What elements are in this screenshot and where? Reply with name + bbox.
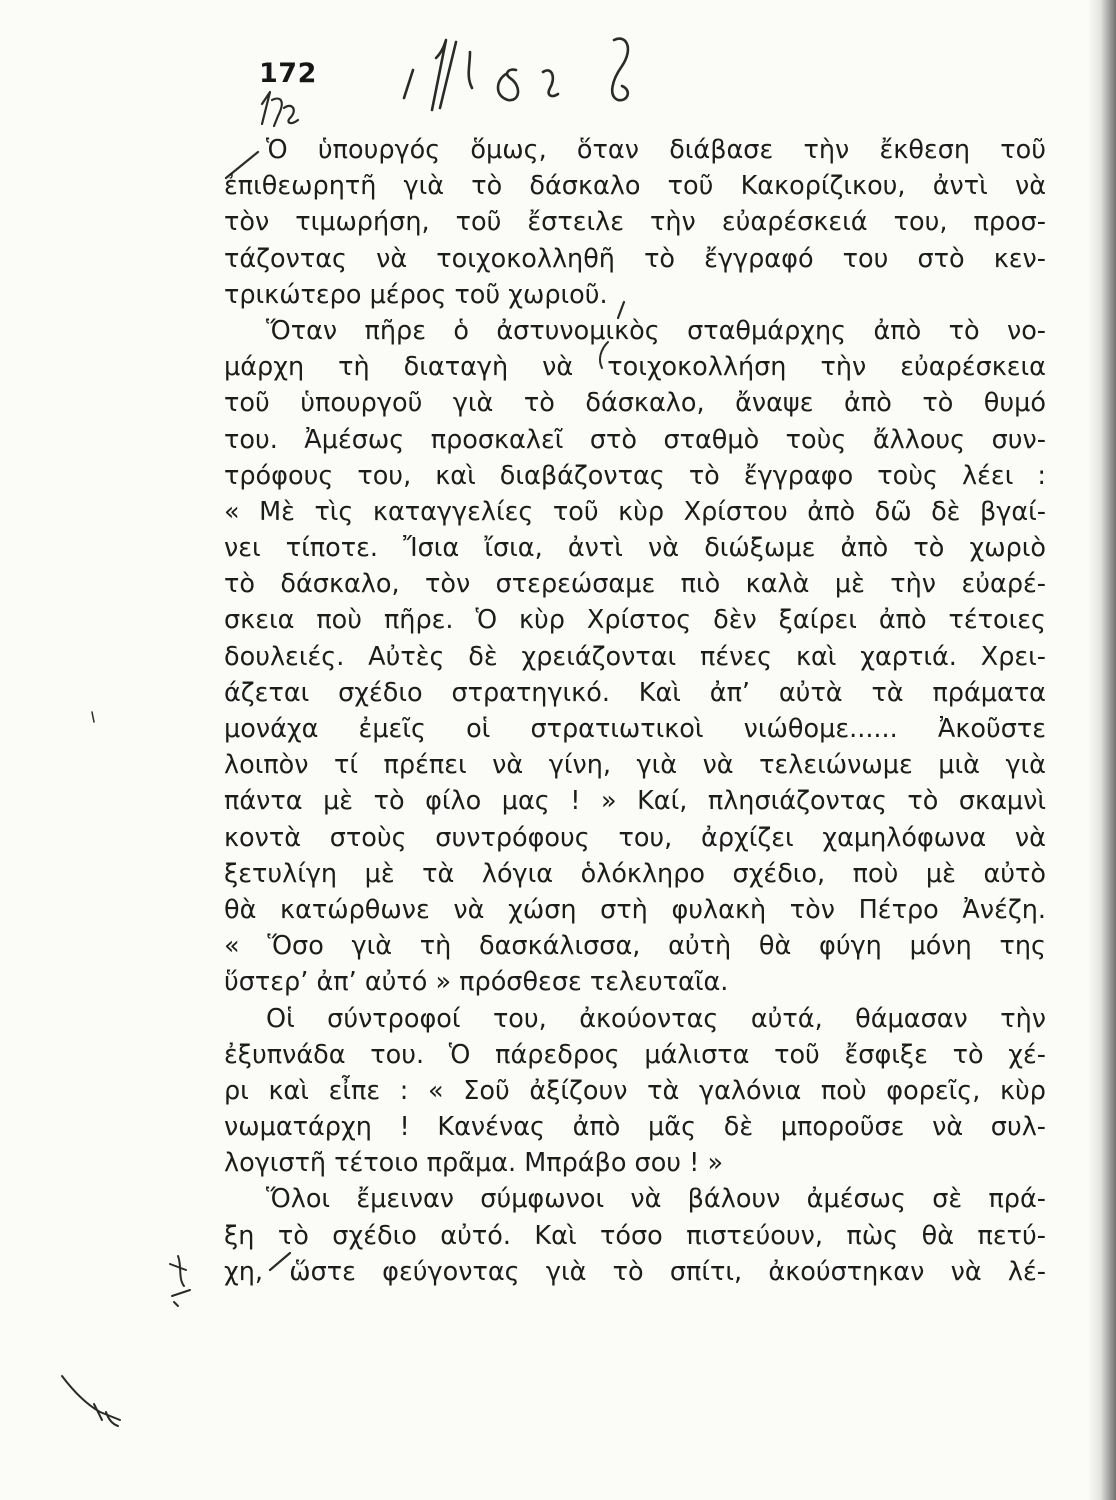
- body-text: [224, 132, 1046, 1290]
- text-line: τοῦ ὑπουργοῦ γιὰ τὸ δάσκαλο, ἄναψε ἀπὸ τὸ θυμό: [224, 388, 1046, 419]
- text-line: Ὅταν πῆρε ὁ ἀστυνομικὸς σταθμάρχης ἀπὸ τὸ νο-: [266, 315, 1046, 346]
- text-line: Ὅλοι ἔμειναν σύμφωνοι νὰ βάλουν ἀμέσως σὲ πρά-: [266, 1184, 1046, 1215]
- left-margin-mark-1: [170, 1256, 190, 1306]
- text-line: ξη τὸ σχέδιο αὐτό. Καὶ τόσο πιστεύουν, πὼς θὰ πετύ-: [224, 1220, 1046, 1251]
- text-line: σκεια ποὺ πῆρε. Ὁ κὺρ Χρίστος δὲν ξαίρει ἀπὸ τέτοιες: [224, 605, 1046, 636]
- left-margin-mark-2: [62, 1376, 120, 1426]
- text-line: άζεται σχέδιο στρατηγικό. Καὶ ἀπ’ αὐτὰ τὰ πράματα: [224, 677, 1046, 708]
- page-gutter-shadow: [1088, 0, 1116, 1500]
- text-line: ἐπιθεωρητῆ γιὰ τὸ δάσκαλο τοῦ Κακορίζικου, ἀντὶ νὰ: [224, 171, 1046, 202]
- text-line: μάρχη τὴ διαταγὴ νὰ τοιχοκολλήση τὴν εὐαρέσκεια: [224, 352, 1046, 383]
- left-margin-mark-3: [92, 712, 94, 722]
- text-line: μονάχα ἐμεῖς οἱ στρατιωτικοὶ νιώθομε...... Ἀκοῦστε: [224, 714, 1046, 744]
- page-number: 172: [259, 58, 317, 89]
- text-line: κοντὰ στοὺς συντρόφους του, ἀρχίζει χαμηλόφωνα νὰ: [224, 822, 1046, 853]
- text-line: ξετυλίγη μὲ τὰ λόγια ὁλόκληρο σχέδιο, ποὺ μὲ αὐτὸ: [224, 858, 1046, 889]
- text-line: νει τίποτε. Ἴσια ἴσια, ἀντὶ νὰ διώξωμε ἀπὸ τὸ χωριὸ: [224, 533, 1046, 564]
- handwritten-page-number: [262, 92, 298, 126]
- text-line: Ὁ ὑπουργός ὅμως, ὅταν διάβασε τὴν ἔκθεση τοῦ: [266, 135, 1046, 165]
- text-line: Οἱ σύντροφοί του, ἀκούοντας αὐτά, θάμασαν τὴν: [266, 1003, 1046, 1034]
- text-line: θὰ κατώρθωνε νὰ χώση στὴ φυλακὴ τὸν Πέτρο Ἀνέζη.: [224, 894, 1046, 925]
- text-line: ρι καὶ εἶπε : « Σοῦ ἀξίζουν τὰ γαλόνια ποὺ φορεῖς, κὺρ: [224, 1075, 1046, 1106]
- text-line: χη, ὥστε φεύγοντας γιὰ τὸ σπίτι, ἀκούστηκαν νὰ λέ-: [224, 1256, 1046, 1287]
- text-line: « Ὅσο γιὰ τὴ δασκάλισσα, αὐτὴ θὰ φύγη μόνη της: [224, 931, 1046, 962]
- text-line: νωματάρχη ! Κανένας ἀπὸ μᾶς δὲ μποροῦσε νὰ συλ-: [224, 1112, 1046, 1143]
- text-line: τρικώτερο μέρος τοῦ χωριοῦ.: [224, 279, 608, 310]
- text-line: τὸν τιμωρήση, τοῦ ἔστειλε τὴν εὐαρέσκειά του, προσ-: [224, 207, 1046, 238]
- text-line: λογιστῆ τέτοιο πρᾶμα. Μπράβο σου ! »: [224, 1148, 724, 1179]
- text-line: λοιπὸν τί πρέπει νὰ γίνη, γιὰ νὰ τελειώνωμε μιὰ γιὰ: [224, 750, 1046, 781]
- text-line: πάντα μὲ τὸ φίλο μας ! » Καί, πλησιάζοντας τὸ σκαμνὶ: [224, 786, 1046, 817]
- handwritten-catalog-number: [404, 39, 628, 110]
- text-line: του. Ἀμέσως προσκαλεῖ στὸ σταθμὸ τοὺς ἄλλους συν-: [224, 424, 1046, 455]
- text-line: ὕστερ’ ἀπ’ αὐτό » πρόσθεσε τελευταῖα.: [224, 967, 729, 998]
- text-line: τάζοντας νὰ τοιχοκολληθῆ τὸ ἔγγραφό του στὸ κεν-: [224, 243, 1046, 274]
- text-line: ἐξυπνάδα του. Ὁ πάρεδρος μάλιστα τοῦ ἔσφιξε τὸ χέ-: [224, 1039, 1046, 1070]
- text-line: δουλειές. Αὐτὲς δὲ χρειάζονται πένες καὶ χαρτιά. Χρει-: [224, 641, 1046, 672]
- text-line: τὸ δάσκαλο, τὸν στερεώσαμε πιὸ καλὰ μὲ τὴν εὐαρέ-: [224, 569, 1046, 600]
- text-line: τρόφους του, καὶ διαβάζοντας τὸ ἔγγραφο τοὺς λέει :: [224, 460, 1046, 491]
- text-line: « Μὲ τὶς καταγγελίες τοῦ κὺρ Χρίστου ἀπὸ δῶ δὲ βγαί-: [224, 496, 1046, 527]
